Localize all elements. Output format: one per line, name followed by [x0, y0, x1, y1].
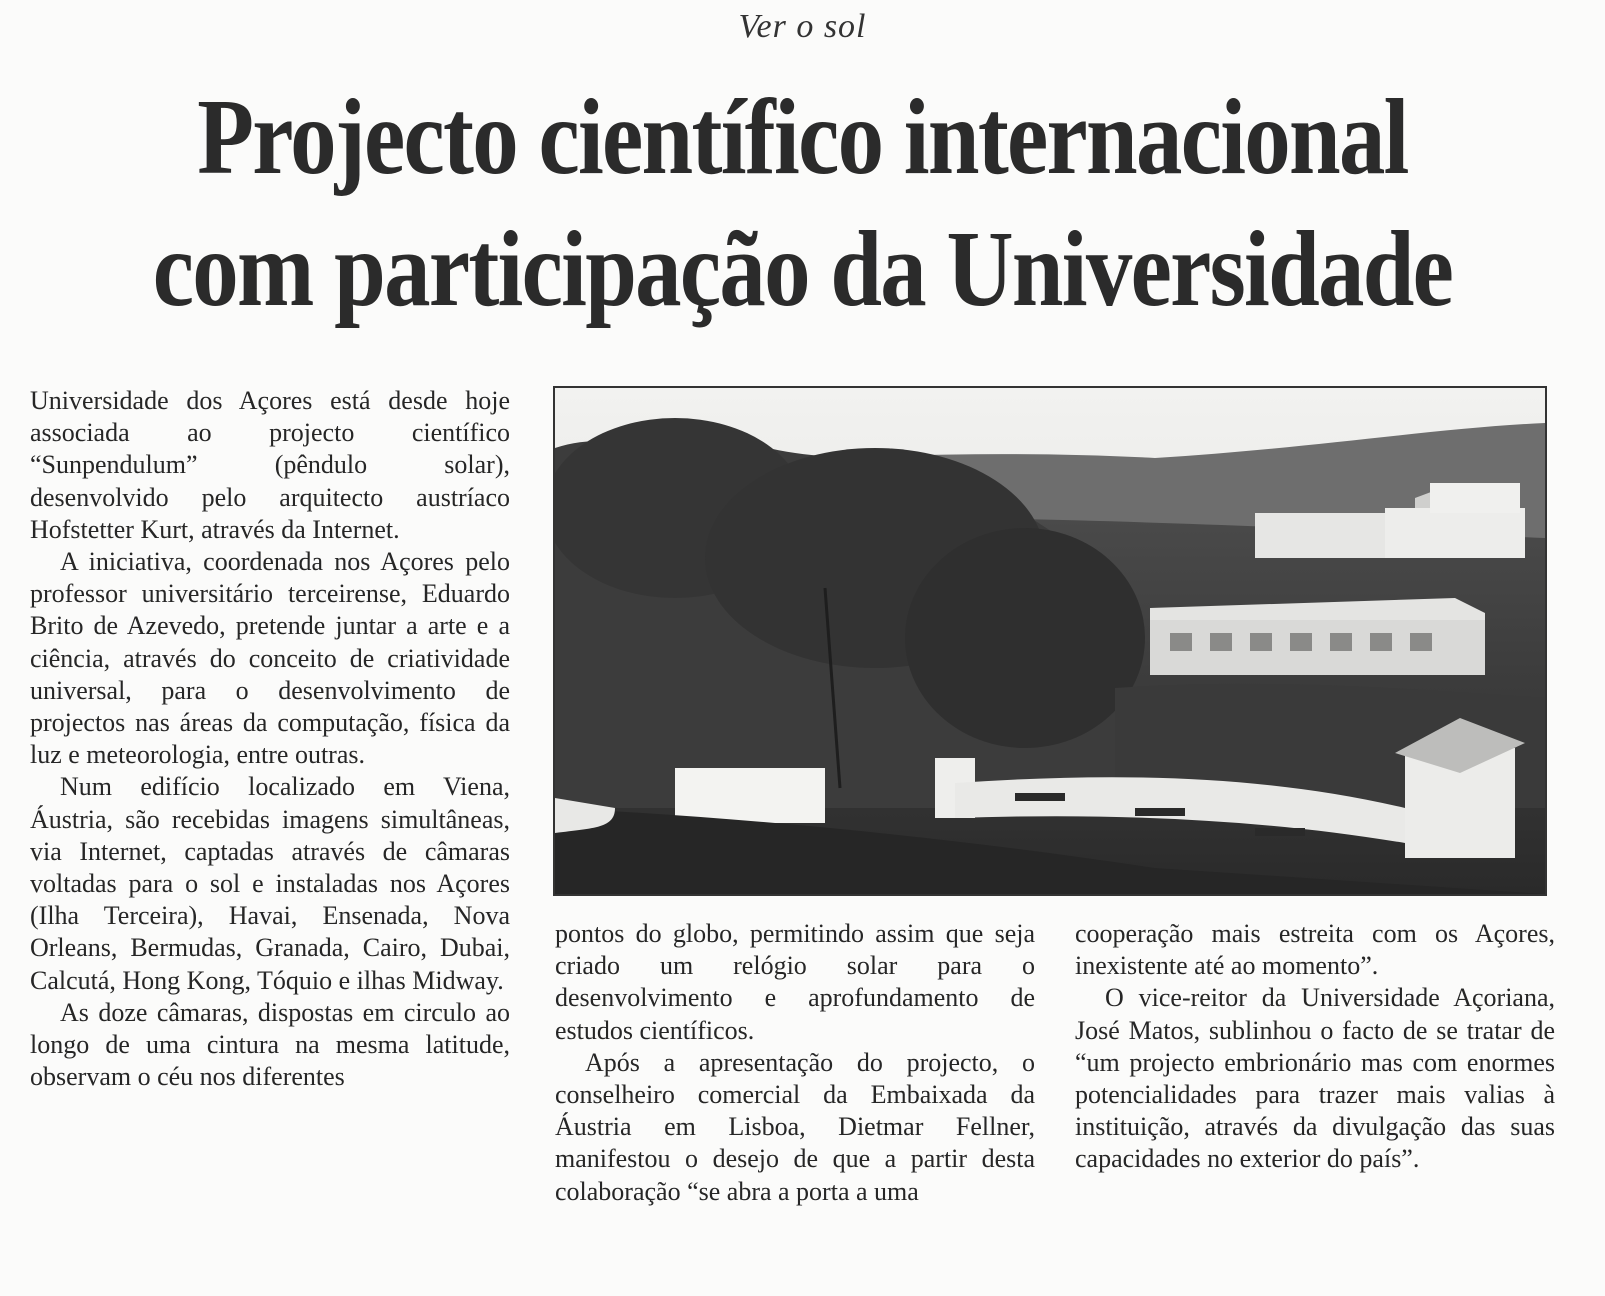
- article-column-1: [30, 385, 510, 1093]
- paragraph: cooperação mais estreita com os Açores, inexistente até ao momento”.: [1075, 919, 1555, 981]
- headline-line-2: com participação da Universidade: [152, 210, 1453, 329]
- headline-line-1: Projecto científico internacional: [197, 78, 1408, 197]
- paragraph: Num edifício localizado em Viena, Áustria, são recebidas imagens simultâneas, via Internet, captadas através de câmaras voltadas para o sol e instaladas nos Açores (Ilha Terceira), Havai, Ensenada, Nova Orleans, Bermudas, Granada, Cairo, Dubai, Calcutá, Hong Kong, Tóquio e ilhas Midway.: [30, 772, 510, 995]
- section-kicker: Ver o sol: [738, 8, 867, 45]
- paragraph: Universidade dos Açores está desde hoje associada ao projecto científico “Sunpendulum” (pêndulo solar), desenvolvido pelo arquitecto austríaco Hofstetter Kurt, através da Internet.: [30, 386, 510, 544]
- headline: [130, 72, 1476, 336]
- article-column-2: [555, 918, 1035, 1208]
- paragraph: pontos do globo, permitindo assim que seja criado um relógio solar para o desenvolvimento e aprofundamento de estudos científicos.: [555, 919, 1035, 1045]
- paragraph: Após a apresentação do projecto, o conselheiro comercial da Embaixada da Áustria em Lisboa, Dietmar Fellner, manifestou o desejo de que a partir desta colaboração “se abra a porta a uma: [555, 1047, 1035, 1206]
- paragraph: As doze câmaras, dispostas em circulo ao longo de uma cintura na mesma latitude, observam o céu nos diferentes: [30, 997, 510, 1092]
- paragraph: A iniciativa, coordenada nos Açores pelo professor universitário terceirense, Eduardo Brito de Azevedo, pretende juntar a arte e a ciência, através do conceito de criatividade universal, para o desenvolvimento de projectos nas áreas da computação, física da luz e meteorologia, entre outras.: [30, 547, 510, 770]
- paragraph: O vice-reitor da Universidade Açoriana, José Matos, sublinhou o facto de se tratar de “um projecto embrionário mas com enormes potencialidades para trazer mais valias à instituição, através da divulgação das suas capacidades no exterior do país”.: [1075, 983, 1555, 1174]
- article-column-3: [1075, 918, 1555, 1176]
- article-photo: [553, 386, 1547, 896]
